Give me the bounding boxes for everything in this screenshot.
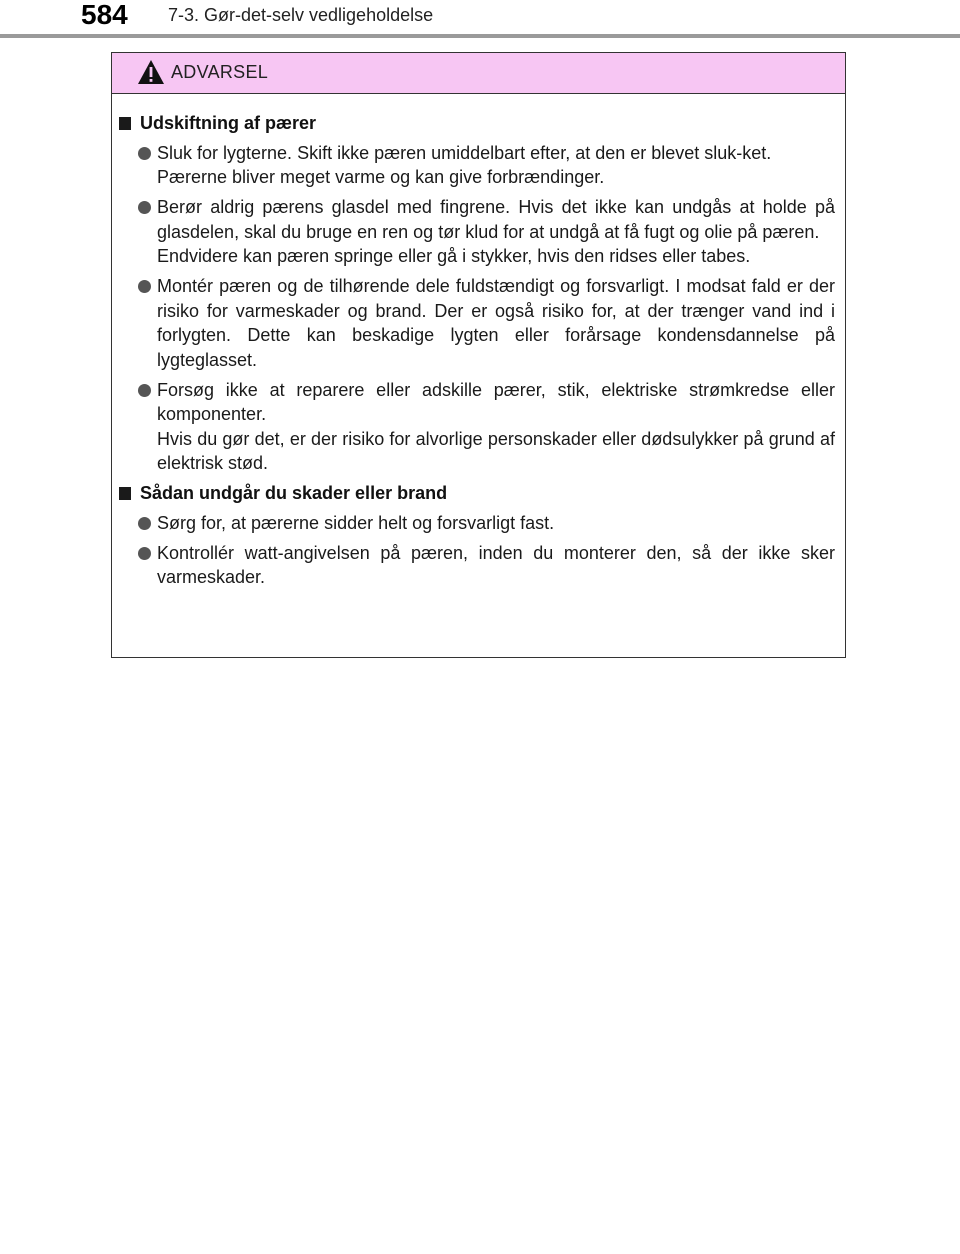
item-paragraph: Berør aldrig pærens glasdel med fingrene. Hvis det ikke kan undgås at holde på glasdelen, skal du bruge en ren og tør klud for at undgå at få fugt og olie på pæren.: [157, 197, 835, 242]
item-paragraph: Hvis du gør det, er der risiko for alvorlige personskader eller dødsulykker på grund af elektrisk stød.: [157, 428, 835, 473]
list-item: [138, 541, 835, 590]
item-paragraph: Sørg for, at pærerne sidder helt og forsvarligt fast.: [157, 512, 555, 533]
section-heading: [117, 481, 835, 506]
circle-bullet-icon: [138, 201, 151, 214]
warning-box: [111, 52, 846, 658]
page-number: 584: [81, 0, 128, 30]
circle-bullet-icon: [138, 280, 151, 293]
square-bullet-icon: [119, 487, 131, 500]
chapter-title: 7-3. Gør-det-selv vedligeholdelse: [168, 5, 434, 25]
item-paragraph: Pærerne bliver meget varme og kan give forbrændinger.: [157, 167, 605, 187]
circle-bullet-icon: [138, 517, 151, 530]
warning-title: ADVARSEL: [171, 62, 269, 82]
item-paragraph: Forsøg ikke at reparere eller adskille pærer, stik, elektriske strømkredse eller komponenter.: [157, 379, 835, 424]
section-heading: [117, 111, 835, 136]
list-item: [138, 511, 835, 536]
list-item: [138, 195, 835, 269]
list-item: [138, 378, 835, 476]
list-item: [138, 141, 835, 190]
circle-bullet-icon: [138, 547, 151, 560]
item-paragraph: Kontrollér watt-angivelsen på pæren, inden du monterer den, så der ikke sker varmeskader.: [157, 542, 835, 587]
item-text: [157, 511, 835, 536]
circle-bullet-icon: [138, 384, 151, 397]
warning-section: [117, 481, 835, 590]
warning-triangle-icon: [137, 59, 165, 85]
item-text: [157, 141, 835, 190]
header-divider: [0, 34, 960, 38]
item-text: [157, 378, 835, 476]
circle-bullet-icon: [138, 147, 151, 160]
warning-header: [112, 53, 845, 94]
item-paragraph: Endvidere kan pæren springe eller gå i stykker, hvis den ridses eller tabes.: [157, 246, 751, 266]
section-heading-text: Udskiftning af pærer: [140, 113, 317, 133]
list-item: [138, 274, 835, 372]
warning-body: [112, 94, 845, 590]
item-text: [157, 274, 835, 372]
section-heading-text: Sådan undgår du skader eller brand: [140, 483, 448, 503]
item-text: [157, 195, 835, 269]
square-bullet-icon: [119, 117, 131, 130]
warning-section: [117, 111, 835, 476]
item-paragraph: Montér pæren og de tilhørende dele fuldstændigt og forsvarligt. I modsat fald er der risiko for varmeskader og brand. Der er også risiko for, at der trænger vand ind i forlygten. Dette kan beskadige lygten eller forårsage kondensdannelse på lygteglasset.: [157, 276, 835, 370]
item-paragraph: Sluk for lygterne. Skift ikke pæren umiddelbart efter, at den er blevet sluk-ket.: [157, 142, 772, 163]
item-text: [157, 541, 835, 590]
